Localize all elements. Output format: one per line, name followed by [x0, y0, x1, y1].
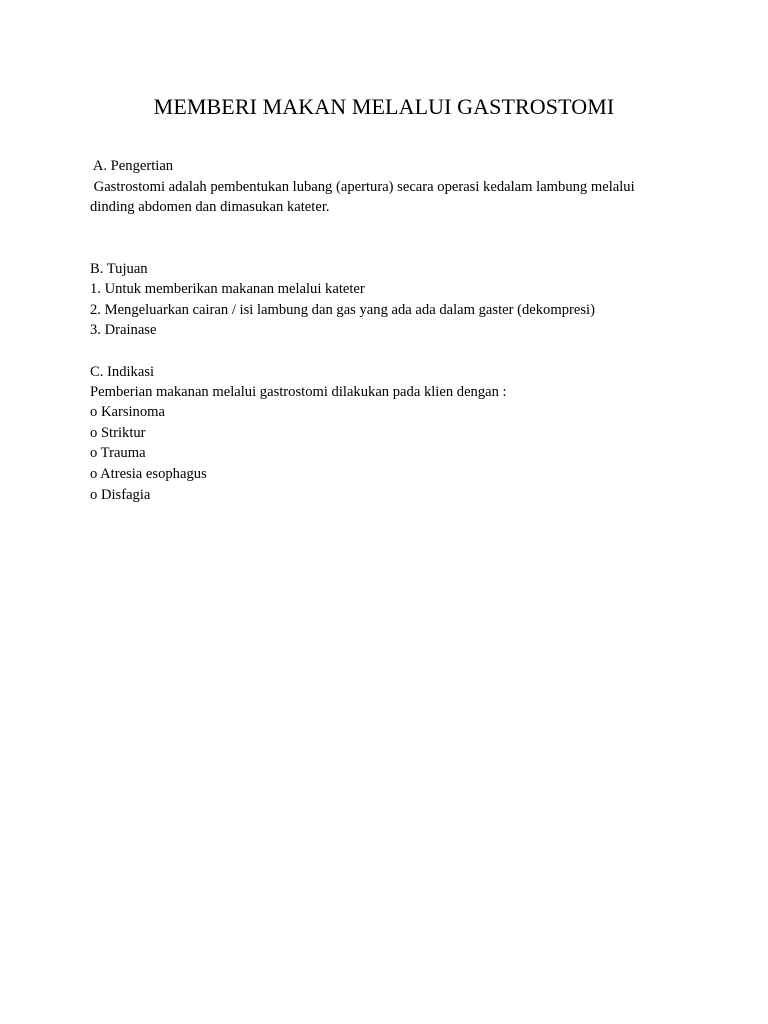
section-c-item-1: o Karsinoma — [90, 404, 165, 420]
section-a-heading: A. Pengertian — [90, 158, 174, 174]
document-title: MEMBERI MAKAN MELALUI GASTROSTOMI — [153, 94, 615, 119]
section-c-item-3: o Trauma — [90, 445, 146, 461]
section-c-item-5: o Disfagia — [90, 487, 151, 503]
section-c-intro: Pemberian makanan melalui gastrostomi dilakukan pada klien dengan : — [90, 384, 507, 400]
section-c-item-4: o Atresia esophagus — [90, 466, 207, 482]
section-a-text-line-1: Gastrostomi adalah pembentukan lubang (apertura) secara operasi kedalam lambung melalui — [90, 179, 635, 195]
section-b-item-1: 1. Untuk memberikan makanan melalui kateter — [90, 281, 365, 297]
section-b-heading: B. Tujuan — [90, 261, 148, 277]
section-b-item-3: 3. Drainase — [90, 322, 157, 338]
section-a-text-line-2: dinding abdomen dan dimasukan kateter. — [90, 199, 330, 215]
section-c-heading: C. Indikasi — [90, 364, 155, 380]
section-c-item-2: o Striktur — [90, 425, 146, 441]
section-b-item-2: 2. Mengeluarkan cairan / isi lambung dan gas yang ada ada dalam gaster (dekompresi) — [90, 302, 595, 318]
